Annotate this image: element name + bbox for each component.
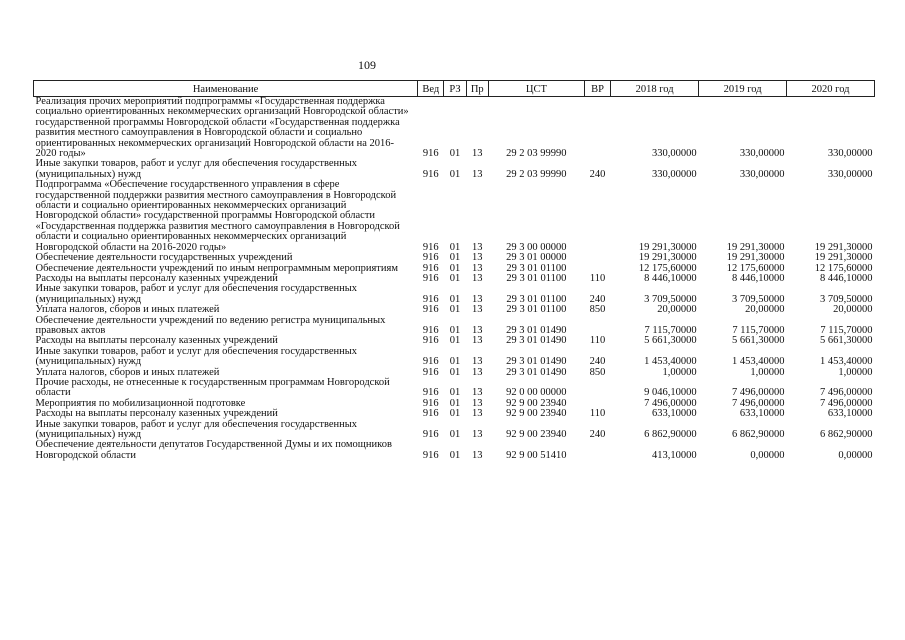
- row-2019: 6 862,90000: [732, 429, 785, 440]
- row-rz: 01: [449, 397, 461, 409]
- row-ved: 916: [422, 397, 439, 409]
- row-pr: 13: [471, 356, 483, 368]
- row-cst: 92 9 00 23940: [506, 397, 567, 409]
- row-pr: 13: [471, 293, 483, 305]
- table-row: [34, 284, 875, 305]
- row-rz: 01: [449, 324, 461, 336]
- row-name: Уплата налогов, сборов и иных платежей: [35, 366, 220, 378]
- row-pr: 13: [471, 429, 483, 440]
- header-rz: РЗ: [444, 81, 466, 97]
- row-ved: 916: [422, 366, 439, 378]
- row-2020: 19 291,30000: [814, 252, 873, 264]
- row-rz: 01: [449, 262, 461, 274]
- row-2020: 12 175,60000: [814, 262, 873, 274]
- row-rz: 01: [449, 241, 461, 253]
- row-cst: 29 3 01 01100: [506, 272, 567, 284]
- row-2019: 5 661,30000: [732, 335, 785, 347]
- row-vr: 110: [589, 272, 606, 284]
- row-pr: 13: [471, 304, 483, 316]
- row-ved: 916: [422, 262, 439, 274]
- header-cst: ЦСТ: [488, 81, 584, 97]
- row-vr: 110: [589, 408, 606, 420]
- row-cst: 29 3 01 00000: [506, 252, 567, 264]
- row-2020: 0,00000: [838, 449, 873, 461]
- row-ved: 916: [422, 293, 439, 305]
- row-ved: 916: [422, 168, 439, 180]
- row-cst: 29 3 01 01490: [506, 366, 567, 378]
- row-2020: 1,00000: [838, 366, 873, 378]
- row-cst: 92 9 00 23940: [506, 408, 567, 420]
- row-2020: 20,00000: [833, 304, 873, 316]
- row-2018: 9 046,10000: [644, 387, 697, 399]
- row-2018: 3 709,50000: [644, 293, 697, 305]
- row-2018: 7 496,00000: [644, 397, 697, 409]
- row-name: Прочие расходы, не отнесенные к государственным программам Новгородской области: [35, 376, 390, 399]
- row-cst: 92 0 00 00000: [506, 387, 567, 399]
- row-2018: 19 291,30000: [638, 252, 697, 264]
- header-2019: 2019 год: [699, 81, 787, 97]
- table-row: [34, 420, 875, 441]
- row-ved: 916: [422, 304, 439, 316]
- row-ved: 916: [422, 335, 439, 347]
- row-pr: 13: [471, 335, 483, 347]
- row-2019: 1,00000: [750, 366, 785, 378]
- row-2020: 7 496,00000: [820, 387, 873, 399]
- row-2019: 0,00000: [750, 449, 785, 461]
- row-rz: 01: [449, 408, 461, 420]
- row-cst: 29 3 01 01490: [506, 335, 567, 347]
- row-2018: 330,00000: [651, 148, 697, 160]
- table-row: [34, 347, 875, 368]
- row-cst: 29 3 01 01490: [506, 324, 567, 336]
- row-vr: 850: [589, 366, 606, 378]
- row-pr: 13: [471, 148, 483, 160]
- row-cst: 29 3 01 01100: [506, 293, 567, 305]
- header-pr: Пр: [466, 81, 488, 97]
- row-cst: 29 2 03 99990: [506, 168, 567, 180]
- row-2018: 330,00000: [651, 168, 697, 180]
- table-row: [34, 305, 875, 315]
- row-2019: 330,00000: [739, 148, 785, 160]
- row-cst: 29 3 01 01490: [506, 356, 567, 368]
- row-ved: 916: [422, 408, 439, 420]
- row-vr: 240: [589, 293, 606, 305]
- row-rz: 01: [449, 366, 461, 378]
- row-2020: 330,00000: [827, 168, 873, 180]
- row-vr: 240: [589, 429, 606, 440]
- row-2020: 7 496,00000: [820, 397, 873, 409]
- row-ved: 916: [422, 148, 439, 160]
- row-2018: 8 446,10000: [644, 272, 697, 284]
- row-rz: 01: [449, 148, 461, 160]
- row-vr: [584, 180, 610, 253]
- row-name: Расходы на выплаты персоналу казенных учреждений: [35, 335, 278, 347]
- table-row: [34, 180, 875, 253]
- row-pr: 13: [471, 397, 483, 409]
- row-ved: 916: [422, 324, 439, 336]
- row-vr: [584, 316, 610, 337]
- row-2019: 19 291,30000: [726, 241, 785, 253]
- row-pr: 13: [471, 241, 483, 253]
- row-name: Обеспечение деятельности депутатов Государственной Думы и их помощников Новгородской области: [35, 439, 392, 461]
- row-ved: 916: [422, 387, 439, 399]
- row-2019: 7 115,70000: [732, 324, 785, 336]
- row-2019: 8 446,10000: [732, 272, 785, 284]
- row-name: Уплата налогов, сборов и иных платежей: [35, 304, 220, 316]
- row-pr: 13: [471, 408, 483, 420]
- row-ved: 916: [422, 241, 439, 253]
- row-name: Иные закупки товаров, работ и услуг для обеспечения государственных (муниципальных) нужд: [35, 283, 358, 305]
- row-ved: 916: [422, 449, 439, 461]
- row-2019: 7 496,00000: [732, 397, 785, 409]
- row-2018: 7 115,70000: [644, 324, 697, 336]
- row-vr: [584, 378, 610, 399]
- row-2020: 1 453,40000: [820, 356, 873, 368]
- row-pr: 13: [471, 449, 483, 461]
- table-row: [34, 316, 875, 337]
- page-number: 109: [358, 58, 376, 72]
- table-row: [34, 97, 875, 160]
- header-2020: 2020 год: [787, 81, 875, 97]
- table-header-row: [34, 81, 875, 97]
- row-2018: 413,10000: [651, 449, 697, 461]
- row-cst: 29 3 00 00000: [506, 241, 567, 253]
- row-2020: 3 709,50000: [820, 293, 873, 305]
- row-rz: 01: [449, 168, 461, 180]
- row-vr: 240: [589, 356, 606, 368]
- row-name: Подпрограмма «Обеспечение государственного управления в сфере государственной поддержки развития местного самоуправления в Новгородской области и социально ориентированных некоммерческих организаций Новгородской области» государственной программы Новгородской области «Государственная поддержка развития местного самоуправления в Новгородской области и социально ориентированных некоммерческих организаций Новгородской области на 2016-2020 годы»: [35, 179, 400, 253]
- row-name: Расходы на выплаты персоналу казенных учреждений: [35, 408, 278, 420]
- row-name: Обеспечение деятельности государственных учреждений: [35, 252, 293, 264]
- row-2018: 6 862,90000: [644, 429, 697, 440]
- table-row: [34, 378, 875, 399]
- row-2019: 20,00000: [745, 304, 785, 316]
- row-2020: 19 291,30000: [814, 241, 873, 253]
- header-name: Наименование: [34, 81, 418, 97]
- row-2019: 3 709,50000: [732, 293, 785, 305]
- row-2020: 7 115,70000: [820, 324, 873, 336]
- row-pr: 13: [471, 262, 483, 274]
- row-vr: [584, 97, 610, 160]
- row-pr: 13: [471, 252, 483, 264]
- row-ved: 916: [422, 252, 439, 264]
- row-2020: 8 446,10000: [820, 272, 873, 284]
- row-2018: 633,10000: [651, 408, 697, 420]
- row-rz: 01: [449, 293, 461, 305]
- row-cst: 29 3 01 01100: [506, 262, 567, 274]
- row-2019: 633,10000: [739, 408, 785, 420]
- table-row: [34, 440, 875, 461]
- row-rz: 01: [449, 387, 461, 399]
- header-vr: ВР: [584, 81, 610, 97]
- row-2020: 330,00000: [827, 148, 873, 160]
- row-vr: 110: [589, 335, 606, 347]
- row-rz: 01: [449, 304, 461, 316]
- row-2018: 5 661,30000: [644, 335, 697, 347]
- row-vr: 850: [589, 304, 606, 316]
- row-2020: 633,10000: [827, 408, 873, 420]
- row-name: Реализация прочих мероприятий подпрограммы «Государственная поддержка социально ориентированных некоммерческих организаций Новгородской области» государственной программы Новгородской области «Государственная поддержка развития местного самоуправления в Новгородской области и социально ориентированных некоммерческих организаций Новгородской области на 2016-2020 годы»: [35, 96, 409, 160]
- header-ved: Вед: [418, 81, 444, 97]
- row-rz: 01: [449, 252, 461, 264]
- row-cst: 29 3 01 01100: [506, 304, 567, 316]
- row-rz: 01: [449, 356, 461, 368]
- row-name: Расходы на выплаты персоналу казенных учреждений: [35, 272, 278, 284]
- row-2018: 19 291,30000: [638, 241, 697, 253]
- table-row: [34, 253, 875, 263]
- header-2018: 2018 год: [611, 81, 699, 97]
- row-2018: 20,00000: [657, 304, 697, 316]
- row-name: Иные закупки товаров, работ и услуг для обеспечения государственных (муниципальных) нужд: [35, 158, 358, 180]
- row-2018: 1 453,40000: [644, 356, 697, 368]
- row-vr: 240: [589, 168, 606, 180]
- row-rz: 01: [449, 429, 461, 440]
- row-name: Обеспечение деятельности учреждений по иным непрограммным мероприятиям: [35, 262, 398, 274]
- row-vr: [584, 253, 610, 263]
- row-2019: 19 291,30000: [726, 252, 785, 264]
- row-pr: 13: [471, 272, 483, 284]
- row-2019: 12 175,60000: [726, 262, 785, 274]
- row-2018: 1,00000: [662, 366, 697, 378]
- row-2019: 7 496,00000: [732, 387, 785, 399]
- row-pr: 13: [471, 168, 483, 180]
- row-name: Иные закупки товаров, работ и услуг для обеспечения государственных (муниципальных) нужд: [35, 418, 358, 440]
- row-2020: 6 862,90000: [820, 429, 873, 440]
- row-2018: 12 175,60000: [638, 262, 697, 274]
- row-ved: 916: [422, 429, 439, 440]
- row-2019: 1 453,40000: [732, 356, 785, 368]
- budget-table: [33, 80, 875, 461]
- row-cst: 29 2 03 99990: [506, 148, 567, 160]
- row-2019: 330,00000: [739, 168, 785, 180]
- row-pr: 13: [471, 366, 483, 378]
- row-ved: 916: [422, 272, 439, 284]
- row-rz: 01: [449, 272, 461, 284]
- row-cst: 92 9 00 23940: [506, 429, 567, 440]
- row-vr: [584, 440, 610, 461]
- row-name: Иные закупки товаров, работ и услуг для обеспечения государственных (муниципальных) нужд: [35, 345, 358, 368]
- table-row: [34, 159, 875, 180]
- row-pr: 13: [471, 324, 483, 336]
- row-ved: 916: [422, 356, 439, 368]
- row-rz: 01: [449, 335, 461, 347]
- row-cst: 92 9 00 51410: [506, 449, 567, 461]
- row-name: Мероприятия по мобилизационной подготовке: [35, 397, 246, 409]
- row-name: Обеспечение деятельности учреждений по ведению регистра муниципальных правовых актов: [35, 314, 386, 336]
- row-rz: 01: [449, 449, 461, 461]
- row-pr: 13: [471, 387, 483, 399]
- row-2020: 5 661,30000: [820, 335, 873, 347]
